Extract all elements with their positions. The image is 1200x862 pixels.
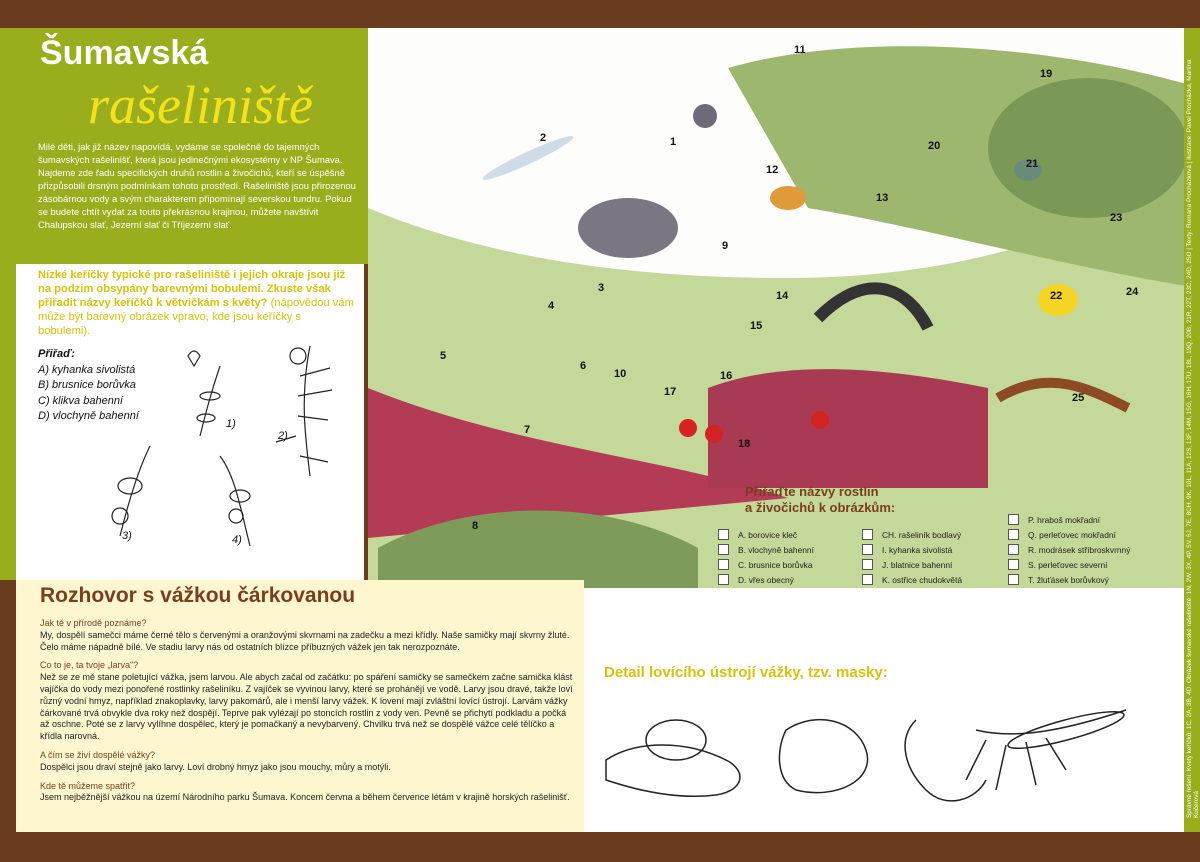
checkbox[interactable] xyxy=(718,544,729,555)
detail-title: Detail lovícího ústrojí vážky, tzv. masky: xyxy=(604,664,888,681)
check-item[interactable] xyxy=(862,557,962,572)
fig-label-2: 2) xyxy=(278,430,288,442)
intro-text: Milé děti, jak již název napovídá, vydáme se společně do tajemných šumavských rašelinišť, která jsou jedinečnými ekosystémy v NP Šumava. Najdeme zde řadu specifických druhů rostlin a živočichů, kteří se úspěšně přizpůsobili drsným podmínkám tohoto prostředí. Rašeliniště jsou přirozenou zásobárnou vody a svým charakterem připomínají severskou tundru. Pokud se budete chtít vydat za touto překrásnou krajinou, můžete navštívit Chalupskou slať, Jezerní slať či Tříjezerní slať. xyxy=(38,141,356,230)
interview-answer-3: Dospělci jsou draví stejně jako larvy. Loví drobný hmyz jako jsou mouchy, můry a motýli. xyxy=(40,761,391,772)
checkbox[interactable] xyxy=(1008,559,1019,570)
left-frame xyxy=(0,264,16,580)
scene-num-22: 22 xyxy=(1050,290,1063,302)
quiz-hint: (nápovědou vám může být barevný obrázek vpravo, kde jsou keříčky s bobulemi). xyxy=(38,297,354,337)
checkbox[interactable] xyxy=(862,574,873,585)
check-label: D. vřes obecný xyxy=(738,574,794,585)
scene-num-9: 9 xyxy=(722,240,729,252)
interview-answer-2: Než se ze mě stane poletující vážka, jsem larvou. Ale abych začal od začátku: po spáření samičky se samečkem začne samička klást vajíčka do vody mezi ponořené rostlinky rašeliníku. Z vajíček se vyvinou larvy, které se prohánějí ve vodě. Larvy jsou dravé, takže loví různý vodní hmyz, například znakoplavky, larvy pakomárů, ale i menší larvy vážek. K lovení mají zvláštní lovící ústrojí. Larvám vážky čárkované trvá obvykle dva roky než dospějí. Teprve pak vylézají po stoncích rostlin z vody ven. Pevně se přichytí podkladu a počká až oschne. Poté se z larvy vylíhne dospělec, který je pomačkaný a nevybarvený. Chvilku trvá než se dospělé vážce celé tělíčko a křídla narovná. xyxy=(40,672,573,742)
scene-num-20: 20 xyxy=(928,140,941,152)
check-item[interactable] xyxy=(1008,527,1130,542)
interview-question-2: Co to je, ta tvoje „larva"? xyxy=(40,660,139,671)
checkbox[interactable] xyxy=(862,544,873,555)
checkbox[interactable] xyxy=(718,529,729,540)
scene-num-14: 14 xyxy=(776,290,789,302)
check-item[interactable] xyxy=(1008,557,1130,572)
check-label: K. ostřice chudokvětá xyxy=(882,574,963,585)
larva-body xyxy=(976,710,1126,734)
check-item[interactable] xyxy=(718,542,830,557)
interview-question-3: A čím se živí dospělé vážky? xyxy=(40,749,156,760)
option-a: A) kyhanka sivolistá xyxy=(38,363,136,376)
grouse-head xyxy=(693,104,717,128)
credits-bar xyxy=(1184,28,1200,832)
check-label: P. hraboš mokřadní xyxy=(1028,514,1101,525)
scene-num-12: 12 xyxy=(766,164,779,176)
check-label: T. žluťásek borůvkový xyxy=(1028,574,1109,585)
scene-num-1: 1 xyxy=(670,136,677,148)
credits-text: Správné řešení: Kvetý keříčků: 1C, 2A, 3B, 4D. Obrázek šumavské rašeliniště: 1N, 2W, 3X, 4P, 5V, 6J, 7E, 8CH, 9K, 10L, 11A, 12S, 13F, 14M, 15G, 16H, 17U, 18L, 19Q, 20B, 21R, 22T, 23C, 24D, 25O | Texty: Romana Procházková | Ilustrace: Pavel Procházka, Martina Kučerová xyxy=(1186,59,1200,818)
scene-num-17: 17 xyxy=(664,386,677,398)
checkbox[interactable] xyxy=(1008,514,1019,525)
check-label: J. blatnice bahenní xyxy=(882,559,953,570)
scene-num-15: 15 xyxy=(750,320,763,332)
matching-title xyxy=(745,484,895,516)
quiz-question xyxy=(38,268,354,338)
scene-num-11: 11 xyxy=(794,44,806,56)
scene-num-6: 6 xyxy=(580,360,587,372)
sketch-1-flower xyxy=(188,351,200,366)
check-label: Q. perleťovec mokřadní xyxy=(1028,529,1116,540)
fritillary xyxy=(770,186,806,210)
interview-answer-1: My, dospělí samečci máme černé tělo s červenými a oranžovými skvrnami na zadečku a mezi křídly. Naše samičky mají skvrny žluté. Čelo máme nápadně bílé. Ve stadiu larvy nás od ostatních blízce příbuzných vážek jen tak nerozpoznáte. xyxy=(40,629,570,652)
check-item[interactable] xyxy=(862,572,962,587)
scene-num-21: 21 xyxy=(1026,158,1039,170)
bottom-frame xyxy=(0,832,1200,862)
sketch-2-flower xyxy=(290,348,306,364)
scene-num-4: 4 xyxy=(548,300,555,312)
scene-num-3: 3 xyxy=(598,282,605,294)
check-label: CH. rašeliník bodlavý xyxy=(882,529,962,540)
assign-heading: Přiřaď: xyxy=(38,348,75,360)
interview-question-4: Kde tě můžeme spatřit? xyxy=(40,780,136,791)
check-label: R. modrásek stříbroskvrnný xyxy=(1028,544,1131,555)
quiz-question-text: Nízké keříčky typické pro rašeliniště i jejich okraje jsou již na podzim obsypány barevnými bobulemi. Zkuste však přiřadit názvy keříčků k větvičkám s květy? xyxy=(38,269,346,309)
interview-body xyxy=(40,618,576,804)
check-item[interactable] xyxy=(1008,512,1130,527)
scene-num-18: 18 xyxy=(738,438,751,450)
checkbox[interactable] xyxy=(718,559,729,570)
check-label: C. brusnice borůvka xyxy=(738,559,813,570)
checkbox[interactable] xyxy=(1008,574,1019,585)
scene-num-19: 19 xyxy=(1040,68,1053,80)
check-item[interactable] xyxy=(718,572,830,587)
check-item[interactable] xyxy=(718,557,830,572)
option-d: D) vlochyně bahenní xyxy=(38,410,139,422)
check-label: S. perleťovec severní xyxy=(1028,559,1108,570)
check-item[interactable] xyxy=(862,542,962,557)
scene-num-2: 2 xyxy=(540,132,547,144)
scene-num-23: 23 xyxy=(1110,212,1123,224)
check-item[interactable] xyxy=(862,527,962,542)
mask-sketches xyxy=(596,700,1156,830)
plant-sketches xyxy=(60,336,360,566)
fig-label-1: 1) xyxy=(226,418,236,430)
option-c: C) klikva bahenní xyxy=(38,394,123,407)
dragonfly xyxy=(480,131,576,184)
sketch-1-stem xyxy=(200,366,220,436)
sketch-4-flower xyxy=(229,509,243,523)
scene-num-16: 16 xyxy=(720,370,733,382)
check-item[interactable] xyxy=(1008,572,1130,587)
mask-sketch-2 xyxy=(779,720,867,793)
mask-sketch-3 xyxy=(905,720,986,801)
checkbox[interactable] xyxy=(718,574,729,585)
checkbox[interactable] xyxy=(1008,544,1019,555)
matching-title-line1: Přiřaďte názvy rostlin xyxy=(745,484,879,499)
scene-num-8: 8 xyxy=(472,520,479,532)
scene-num-25: 25 xyxy=(1072,392,1085,404)
scene-num-13: 13 xyxy=(876,192,889,204)
mask-sketch-1 xyxy=(606,745,740,796)
check-item[interactable] xyxy=(1008,542,1130,557)
check-label: A. borovice kleč xyxy=(738,529,798,540)
check-item[interactable] xyxy=(718,527,830,542)
interview-title: Rozhovor s vážkou čárkovanou xyxy=(40,584,356,607)
fig-label-3: 3) xyxy=(122,530,132,542)
interview-answer-4: Jsem nejběžnější vážkou na území Národního parku Šumava. Koncem června a během července létám v krajině horských rašelinišť. xyxy=(40,792,570,803)
option-b: B) brusnice borůvka xyxy=(38,379,136,391)
interview-question-1: Jak tě v přírodě poznáme? xyxy=(40,618,147,628)
check-label: B. vlochyně bahenní xyxy=(738,544,814,555)
top-frame xyxy=(0,0,1200,28)
checkbox[interactable] xyxy=(862,559,873,570)
scene-num-10: 10 xyxy=(614,368,627,380)
scene-num-24: 24 xyxy=(1126,286,1139,298)
checkbox[interactable] xyxy=(862,529,873,540)
fig-label-4: 4) xyxy=(232,534,242,546)
checkbox[interactable] xyxy=(1008,529,1019,540)
check-label: I. kyhanka sivolistá xyxy=(882,544,953,555)
scene-num-7: 7 xyxy=(524,424,531,436)
title-line2: rašeliniště xyxy=(88,75,313,135)
scene-num-5: 5 xyxy=(440,350,447,362)
grouse-body xyxy=(578,198,678,258)
matching-title-line2: a živočichů k obrázkům: xyxy=(745,500,896,515)
title-line1: Šumavská xyxy=(40,34,209,72)
